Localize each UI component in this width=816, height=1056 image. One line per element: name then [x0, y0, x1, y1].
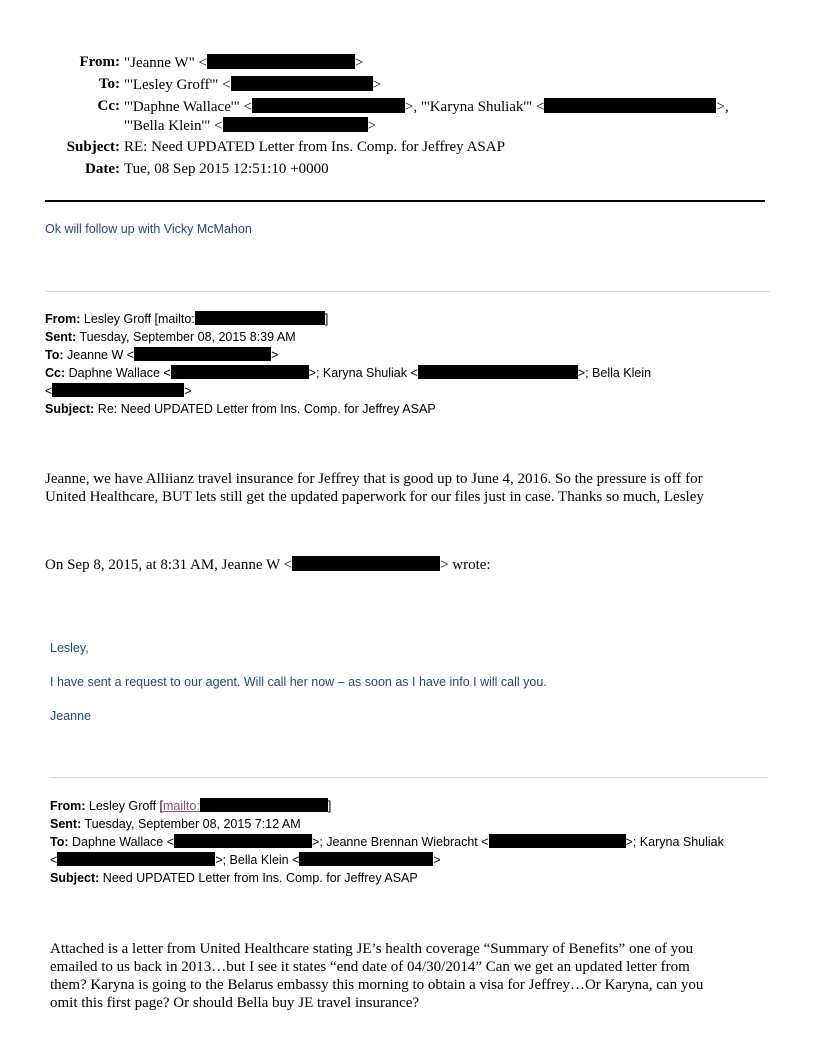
redaction: [544, 98, 716, 113]
reply-body: Ok will follow up with Vicky McMahon: [45, 222, 252, 236]
msg3-to-line2: < >; Bella Klein < >: [50, 853, 441, 867]
msg2-sent: Sent: Tuesday, September 08, 2015 8:39 AM: [45, 330, 296, 344]
msg2-body-line2: United Healthcare, BUT lets still get the updated paperwork for our files just in case. Thanks so much, Lesley: [45, 489, 704, 505]
redaction: [252, 98, 405, 113]
from-value: "Jeanne W" < >: [124, 55, 364, 71]
redaction: [223, 117, 368, 132]
msg3-from: From: Lesley Groff [mailto: ]: [50, 799, 332, 813]
quote-intro: On Sep 8, 2015, at 8:31 AM, Jeanne W < > wrote:: [45, 557, 491, 573]
to-value: "'Lesley Groff'" < >: [124, 77, 382, 93]
msg2-body-line1: Jeanne, we have Alliianz travel insurance for Jeffrey that is good up to June 4, 2016. So the pressure is off for: [45, 471, 703, 487]
msg2-cc-line2: < >: [45, 384, 192, 398]
to-label: To:: [98, 76, 120, 92]
redaction: [299, 852, 433, 866]
header-divider: [45, 200, 765, 202]
quote-signoff: Jeanne: [50, 709, 92, 723]
redaction: [134, 347, 271, 361]
redaction: [292, 556, 440, 571]
msg2-cc: Cc: Daphne Wallace < >; Karyna Shuliak < >; Bella Klein: [45, 366, 652, 380]
msg2-subject: Subject: Re: Need UPDATED Letter from Ins. Comp. for Jeffrey ASAP: [45, 402, 436, 416]
cc-label: Cc:: [97, 98, 120, 114]
msg3-to: To: Daphne Wallace < >; Jeanne Brennan Wiebracht < >; Karyna Shuliak: [50, 835, 724, 849]
mailto-link[interactable]: mailto:: [163, 799, 200, 813]
date-label: Date:: [85, 161, 120, 177]
redaction: [195, 311, 325, 325]
msg3-body-line3: them? Karyna is going to the Belarus embassy this morning to obtain a visa for Jeffrey…Or Karyna, can you: [50, 977, 704, 993]
redaction: [207, 54, 355, 69]
msg2-from: From: Lesley Groff [mailto: ]: [45, 312, 329, 326]
redaction: [489, 834, 626, 848]
quote-line: I have sent a request to our agent. Will call her now – as soon as I have info I will call you.: [50, 675, 547, 689]
msg3-sent: Sent: Tuesday, September 08, 2015 7:12 AM: [50, 817, 301, 831]
date-value: Tue, 08 Sep 2015 12:51:10 +0000: [124, 161, 329, 177]
subject-value: RE: Need UPDATED Letter from Ins. Comp. for Jeffrey ASAP: [124, 139, 505, 155]
from-label: From:: [79, 54, 120, 70]
redaction: [171, 365, 309, 379]
msg2-header: [45, 310, 651, 418]
cc-value-line1: "'Daphne Wallace'" < >, "'Karyna Shuliak'" < >,: [124, 99, 729, 115]
quote-greeting: Lesley,: [50, 641, 89, 655]
redaction: [52, 383, 184, 397]
msg3-header: [50, 797, 724, 887]
message-divider: [50, 777, 767, 778]
subject-label: Subject:: [66, 139, 120, 155]
cc-value-line2: "'Bella Klein'" < >: [124, 118, 377, 134]
redaction: [200, 798, 328, 812]
message-divider: [45, 291, 770, 292]
redaction: [174, 834, 312, 848]
msg3-body-line2: emailed to us back in 2013…but I see it states “end date of 04/30/2014” Can we get an updated letter from: [50, 959, 690, 975]
redaction: [418, 365, 578, 379]
redaction: [57, 852, 215, 866]
msg3-body-line1: Attached is a letter from United Healthcare stating JE’s health coverage “Summary of Benefits” one of you: [50, 941, 694, 957]
msg3-subject: Subject: Need UPDATED Letter from Ins. Comp. for Jeffrey ASAP: [50, 871, 418, 885]
msg2-to: To: Jeanne W < >: [45, 348, 279, 362]
redaction: [231, 76, 373, 91]
msg3-body-line4: omit this first page? Or should Bella buy JE travel insurance?: [50, 995, 420, 1011]
